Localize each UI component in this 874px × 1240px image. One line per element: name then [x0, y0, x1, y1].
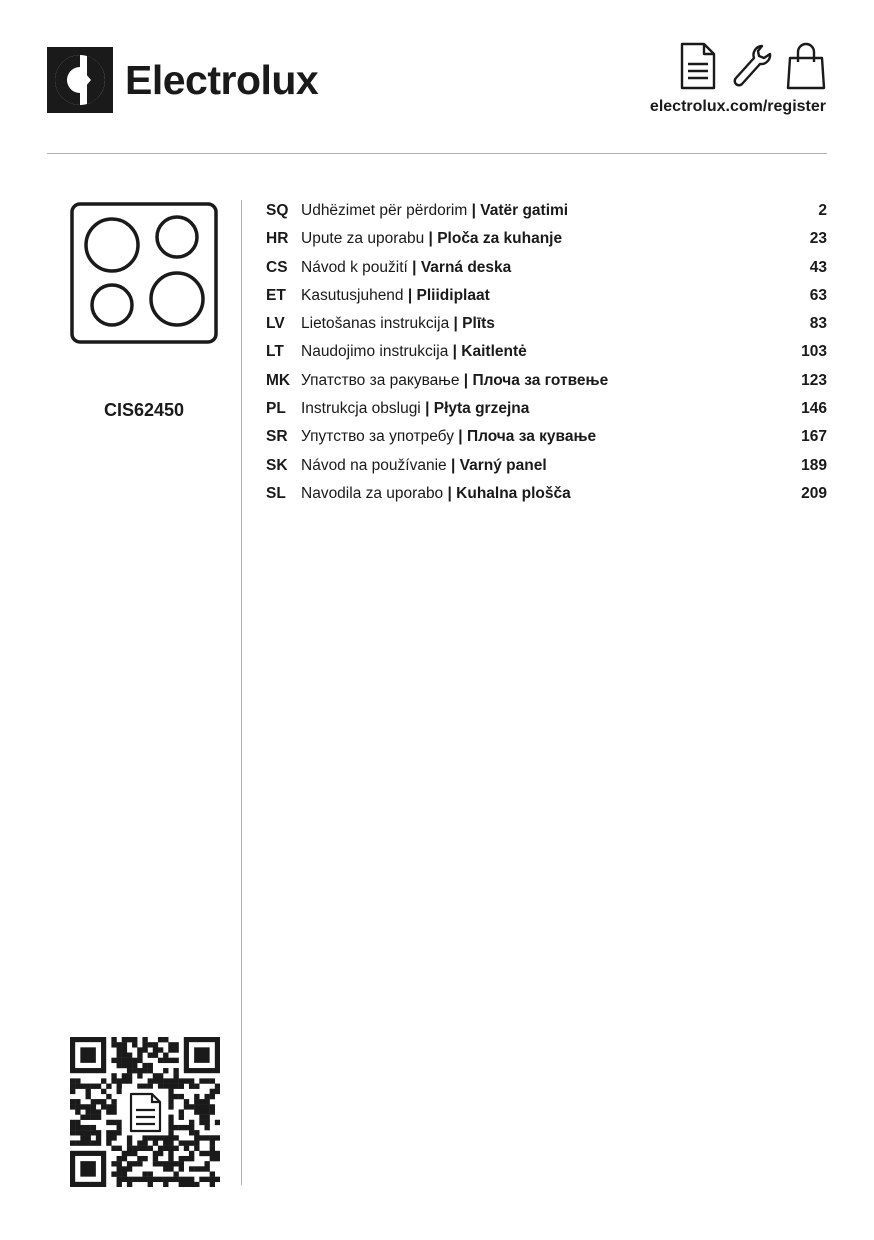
toc-product: Kuhalna plošča	[456, 484, 571, 502]
toc-row[interactable]	[266, 230, 827, 258]
toc-row[interactable]	[266, 202, 827, 230]
header-icons	[678, 42, 826, 90]
hob-diagram-icon	[70, 202, 218, 344]
toc-title: Návod k použití	[301, 258, 408, 276]
document-icon	[678, 42, 718, 90]
toc-product: Vatër gatimi	[480, 202, 569, 219]
electrolux-logo-icon	[47, 47, 113, 113]
toc-entry	[301, 485, 801, 503]
toc-separator: |	[450, 456, 456, 474]
toc-product: Plīts	[462, 315, 495, 333]
toc-page-number: 146	[801, 400, 827, 418]
toc-language-code: SL	[266, 484, 286, 502]
table-of-contents	[266, 202, 827, 513]
toc-product: Kaitlentė	[461, 343, 527, 361]
toc-product: Плоча за кување	[466, 428, 597, 446]
model-number: CIS62450	[103, 400, 185, 420]
column-divider	[241, 200, 242, 1185]
toc-separator: |	[471, 202, 476, 219]
toc-separator: |	[428, 230, 433, 248]
toc-separator: |	[407, 286, 413, 304]
qr-code[interactable]	[70, 1037, 220, 1187]
toc-entry	[301, 343, 801, 361]
toc-title: Naudojimo instrukcija	[301, 343, 449, 361]
toc-title: Kasutusjuhend	[301, 286, 404, 304]
toc-product: Pliidiplaat	[416, 286, 490, 304]
brand-name: Electrolux	[125, 56, 319, 103]
toc-title: Návod na používanie	[301, 456, 447, 474]
toc-entry	[301, 230, 810, 248]
toc-row[interactable]	[266, 485, 827, 513]
toc-page-number: 43	[809, 258, 827, 276]
toc-title: Upute za uporabu	[301, 230, 425, 248]
toc-page-number: 83	[809, 315, 827, 333]
toc-title: Instrukcja obslugi	[301, 400, 421, 418]
toc-separator: |	[447, 484, 452, 502]
toc-entry	[301, 400, 801, 418]
toc-page-number: 2	[818, 202, 827, 219]
toc-page-number: 123	[801, 371, 827, 389]
toc-row[interactable]	[266, 315, 827, 343]
toc-row[interactable]	[266, 372, 827, 400]
toc-language-code: CS	[266, 258, 288, 276]
toc-entry	[301, 202, 818, 220]
toc-language-code: PL	[266, 400, 286, 418]
toc-entry	[301, 457, 801, 475]
toc-language-code: SQ	[266, 202, 289, 219]
toc-row[interactable]	[266, 428, 827, 456]
header-rule	[47, 153, 827, 154]
toc-title: Udhëzimet për përdorim	[301, 202, 468, 219]
toc-page-number: 63	[809, 286, 827, 304]
toc-language-code: ET	[266, 286, 286, 304]
toc-language-code: LT	[266, 343, 284, 361]
toc-row[interactable]	[266, 343, 827, 371]
toc-language-code: SK	[266, 456, 288, 474]
toc-row[interactable]	[266, 287, 827, 315]
toc-row[interactable]	[266, 400, 827, 428]
toc-row[interactable]	[266, 457, 827, 485]
toc-separator: |	[453, 315, 458, 333]
toc-separator: |	[425, 400, 430, 418]
toc-product: Varný panel	[459, 456, 547, 474]
toc-page-number: 103	[801, 343, 827, 361]
toc-language-code: SR	[266, 428, 288, 446]
toc-product: Плоча за готвење	[472, 371, 609, 389]
toc-entry	[301, 287, 810, 305]
toc-page-number: 23	[809, 230, 827, 248]
toc-entry	[301, 259, 810, 277]
toc-language-code: LV	[266, 315, 285, 333]
toc-page-number: 209	[801, 484, 827, 502]
toc-title: Упутство за употребу	[301, 428, 454, 446]
toc-separator: |	[452, 343, 457, 361]
brand-logo	[47, 47, 318, 113]
toc-title: Navodila za uporabo	[301, 484, 444, 502]
toc-product: Ploča za kuhanje	[437, 230, 563, 248]
toc-title: Lietošanas instrukcija	[301, 315, 450, 333]
toc-title: Упатство за ракување	[301, 371, 460, 389]
toc-product: Varná deska	[420, 258, 512, 276]
shopping-bag-icon	[786, 42, 826, 90]
toc-entry	[301, 428, 801, 446]
toc-separator: |	[463, 371, 469, 389]
toc-product: Płyta grzejna	[433, 400, 530, 418]
wrench-icon	[732, 42, 772, 90]
toc-language-code: HR	[266, 230, 289, 248]
register-link[interactable]: electrolux.com/register	[649, 98, 826, 115]
toc-page-number: 189	[801, 456, 827, 474]
toc-entry	[301, 315, 810, 333]
toc-language-code: MK	[266, 371, 291, 389]
toc-row[interactable]	[266, 259, 827, 287]
toc-entry	[301, 372, 801, 390]
toc-page-number: 167	[801, 428, 827, 446]
toc-separator: |	[458, 428, 463, 446]
toc-separator: |	[412, 258, 417, 276]
